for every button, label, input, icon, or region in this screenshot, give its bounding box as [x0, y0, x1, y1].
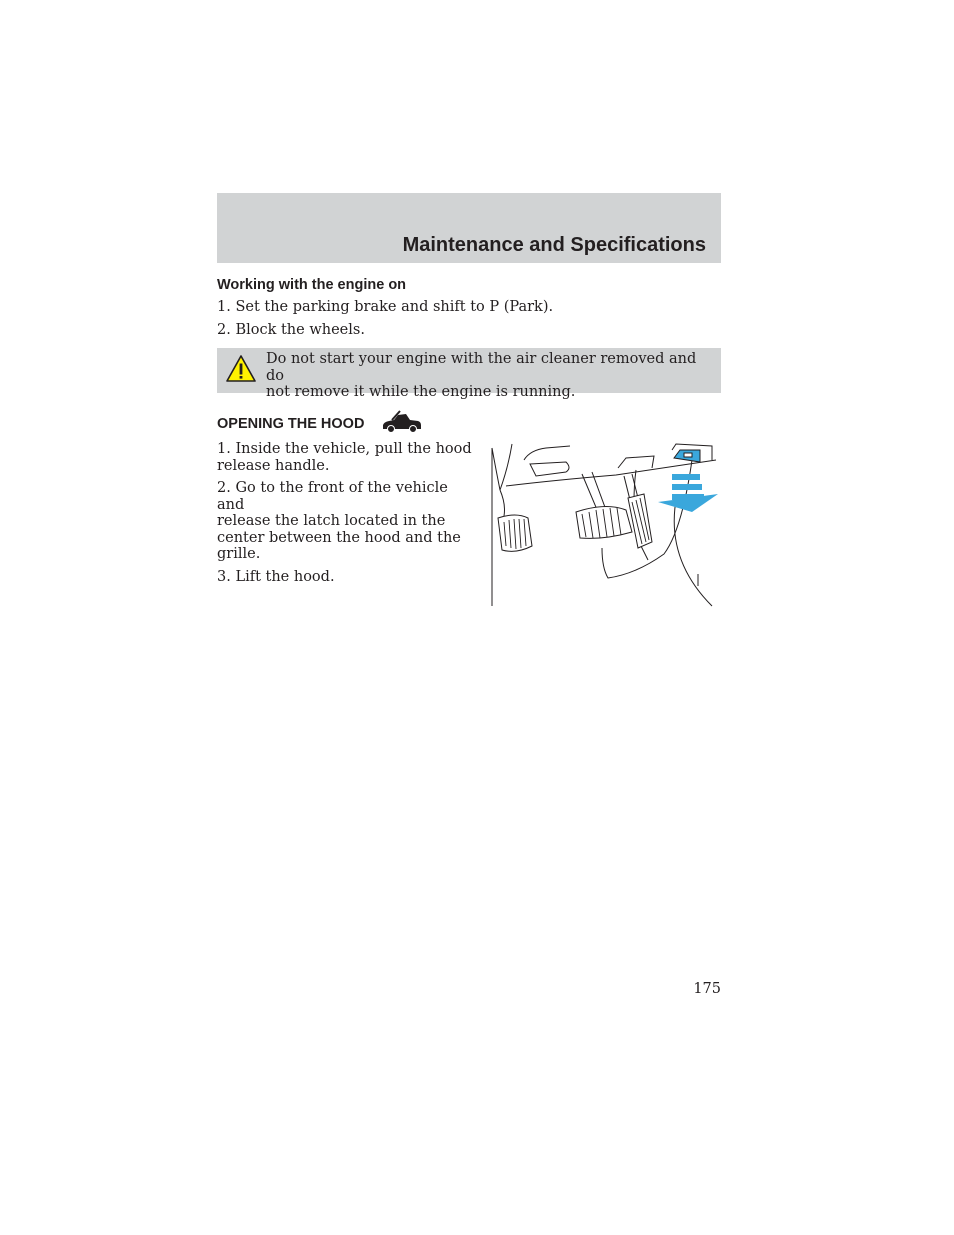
hood-release-handle: [674, 450, 700, 462]
opening-hood-heading: OPENING THE HOOD: [217, 416, 365, 432]
hood-step-3-line-1: 3. Lift the hood.: [217, 568, 335, 585]
hood-step-2-line-1: 2. Go to the front of the vehicle and: [217, 480, 448, 513]
accelerator-pedal: [576, 506, 632, 538]
hood-step-1-line-1: 1. Inside the vehicle, pull the hood: [217, 441, 472, 457]
hood-step-2: [217, 480, 472, 563]
warning-line-1: Do not start your engine with the air cleaner removed and do: [266, 351, 697, 384]
hood-open-car-icon: [380, 410, 424, 436]
hood-step-2-line-2: release the latch located in the: [217, 513, 446, 529]
hood-release-illustration: [486, 440, 722, 608]
warning-line-2: not remove it while the engine is running.: [266, 384, 576, 400]
warning-text: [266, 351, 716, 401]
hood-step-3: [217, 569, 472, 586]
hood-step-1: [217, 441, 472, 474]
hood-step-2-line-3: center between the hood and the: [217, 529, 461, 546]
engine-on-step-1: 1. Set the parking brake and shift to P (Park).: [217, 299, 554, 315]
warning-triangle-icon: [225, 354, 257, 384]
warning-box: [217, 348, 721, 400]
engine-on-step-2: 2. Block the wheels.: [217, 322, 365, 338]
hood-steps: [217, 441, 472, 591]
parking-brake-pedal: [628, 494, 652, 548]
pull-arrow-icon: [658, 474, 718, 512]
page-number: 175: [693, 981, 721, 997]
section-title: Maintenance and Specifications: [402, 234, 706, 256]
hood-step-2-line-4: grille.: [217, 546, 261, 562]
section-header: [217, 193, 721, 263]
hood-step-1-line-2: release handle.: [217, 457, 330, 474]
engine-on-heading: Working with the engine on: [217, 277, 407, 293]
brake-pedal: [498, 515, 532, 551]
